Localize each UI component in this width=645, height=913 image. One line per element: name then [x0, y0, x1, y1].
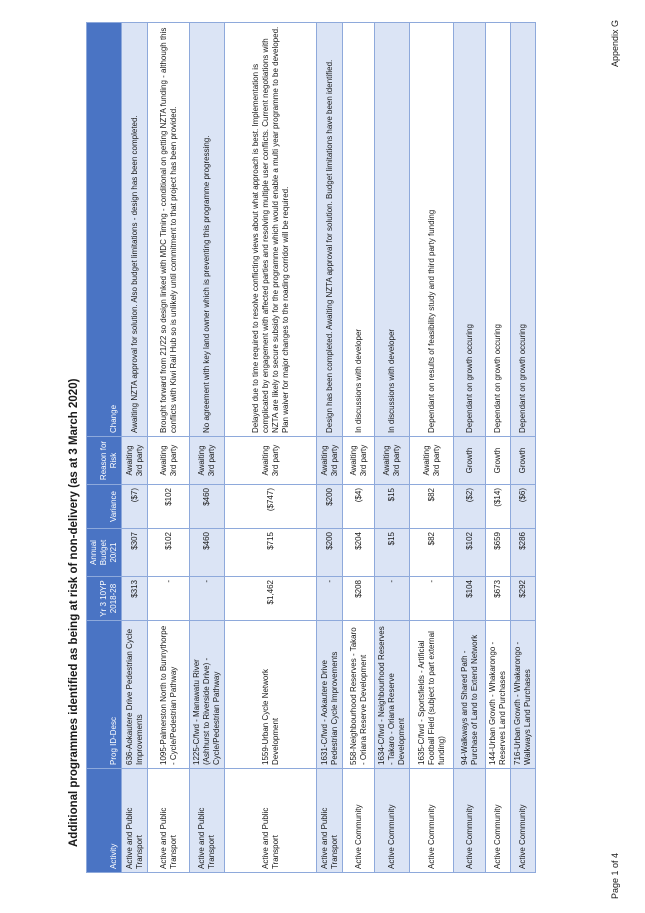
cell-variance: $15	[375, 485, 410, 529]
cell-annual: $102	[148, 529, 190, 577]
cell-reason: Awaiting 3rd party	[317, 437, 343, 485]
cell-change: Brought forward from 21/22 so design linked with MDC Timing - conditional on getting NZTA funding - although this conflicts with Kiwi Rail Hub so is unlikely until commitment to that project has been provided.	[148, 23, 190, 437]
header-reason: Reason for Risk	[87, 437, 122, 485]
cell-variance: ($6)	[511, 485, 536, 529]
cell-yr3: $1,462	[225, 577, 317, 621]
header-yr3: Yr 3 10YP 2018-28	[87, 577, 122, 621]
cell-variance: $82	[410, 485, 454, 529]
cell-change: Design has been completed. Awaiting NZTA approval for solution. Budget limitations have been identified.	[317, 23, 343, 437]
cell-yr3: $208	[343, 577, 375, 621]
cell-variance: ($747)	[225, 485, 317, 529]
cell-prog: 1095-Palmerston North to Bunnythorpe - Cycle/Pedestrian Pathway	[148, 621, 190, 769]
table-row	[122, 23, 148, 873]
cell-activity: Active and Public Transport	[190, 769, 225, 873]
cell-annual: $715	[225, 529, 317, 577]
table-row	[148, 23, 190, 873]
cell-annual: $659	[486, 529, 511, 577]
cell-reason: Awaiting 3rd party	[375, 437, 410, 485]
table-row	[375, 23, 410, 873]
header-annual: Annual Budget 20/21	[87, 529, 122, 577]
cell-yr3: $104	[454, 577, 486, 621]
cell-activity: Active and Public Transport	[148, 769, 190, 873]
cell-prog: 144-Urban Growth - Whakarongo - Reserves Land Purchases	[486, 621, 511, 769]
cell-reason: Growth	[454, 437, 486, 485]
cell-activity: Active Community	[343, 769, 375, 873]
cell-change: In discussions with developer	[375, 23, 410, 437]
cell-annual: $307	[122, 529, 148, 577]
cell-reason: Growth	[486, 437, 511, 485]
cell-change: Dependant on growth occuring	[454, 23, 486, 437]
cell-activity: Active and Public Transport	[317, 769, 343, 873]
cell-change: Awaiting NZTA approval for solution. Also budget limitations - design has been completed.	[122, 23, 148, 437]
cell-annual: $286	[511, 529, 536, 577]
cell-yr3: -	[148, 577, 190, 621]
cell-variance: $460	[190, 485, 225, 529]
header-prog: Prog ID-Desc	[87, 621, 122, 769]
cell-variance: ($7)	[122, 485, 148, 529]
cell-activity: Active Community	[410, 769, 454, 873]
cell-activity: Active Community	[454, 769, 486, 873]
cell-prog: 636-Aokautere Drive Pedestrian Cycle Improvements	[122, 621, 148, 769]
table-row	[225, 23, 317, 873]
cell-prog: 1225-C/fwd - Manawatu River (Ashhurst to Riverside Drive) - Cycle/Pedestrian Pathway	[190, 621, 225, 769]
header-variance: Variance	[87, 485, 122, 529]
page-title: Additional programmes identified as being at risk of non-delivery (as at 3 March 2020)	[68, 378, 80, 847]
cell-variance: $102	[148, 485, 190, 529]
cell-reason: Awaiting 3rd party	[410, 437, 454, 485]
cell-reason: Awaiting 3rd party	[122, 437, 148, 485]
cell-yr3: $292	[511, 577, 536, 621]
cell-activity: Active Community	[486, 769, 511, 873]
cell-yr3: $673	[486, 577, 511, 621]
cell-change: Dependant on results of feasibility study and third party funding	[410, 23, 454, 437]
page-number: Page 1 of 4	[610, 852, 620, 899]
cell-reason: Awaiting 3rd party	[343, 437, 375, 485]
cell-variance: ($4)	[343, 485, 375, 529]
cell-variance: ($14)	[486, 485, 511, 529]
cell-change: Delayed due to time required to resolve conflicting views about what approach is best. Implementation is complicated by engagement with affected parties and resolving multiple user conflicts. Current negotiations with NZTA are likely to secure subsidy for the programme which would enable a multi year programme to be developed. Plan waiver for major changes to the roading corridor will be required.	[225, 23, 317, 437]
cell-activity: Active and Public Transport	[122, 769, 148, 873]
programmes-table	[86, 22, 536, 873]
table-row	[454, 23, 486, 873]
cell-annual: $200	[317, 529, 343, 577]
cell-yr3: -	[317, 577, 343, 621]
cell-activity: Active Community	[375, 769, 410, 873]
cell-annual: $102	[454, 529, 486, 577]
cell-prog: 558-Neighbourhood Reserves - Takaro - Oriana Reserve Development	[343, 621, 375, 769]
table-row	[410, 23, 454, 873]
cell-reason: Growth	[511, 437, 536, 485]
cell-annual: $82	[410, 529, 454, 577]
cell-variance: $200	[317, 485, 343, 529]
cell-annual: $460	[190, 529, 225, 577]
table-row	[343, 23, 375, 873]
cell-yr3: $313	[122, 577, 148, 621]
cell-reason: Awaiting 3rd party	[148, 437, 190, 485]
cell-activity: Active and Public Transport	[225, 769, 317, 873]
cell-reason: Awaiting 3rd party	[190, 437, 225, 485]
cell-change: In discussions with developer	[343, 23, 375, 437]
cell-activity: Active Community	[511, 769, 536, 873]
cell-prog: 1635-C/fwd - Sportsfields - Artificial Football Field (subject to part external funding)	[410, 621, 454, 769]
cell-prog: 1634-C/fwd - Neighbourhood Reserves - Takaro - Oriana Reserve Development	[375, 621, 410, 769]
cell-prog: 1631-C/fwd - Aokautere Drive Pedestrian Cycle Improvements	[317, 621, 343, 769]
table-row	[317, 23, 343, 873]
cell-reason: Awaiting 3rd party	[225, 437, 317, 485]
cell-prog: 1559-Urban Cycle Network Development	[225, 621, 317, 769]
table-row	[486, 23, 511, 873]
appendix-label: Appendix G	[610, 20, 620, 68]
header-change: Change	[87, 23, 122, 437]
cell-annual: $15	[375, 529, 410, 577]
cell-yr3: -	[190, 577, 225, 621]
header-activity: Activity	[87, 769, 122, 873]
cell-variance: ($2)	[454, 485, 486, 529]
table-header-row	[87, 23, 122, 873]
cell-yr3: -	[375, 577, 410, 621]
cell-yr3: -	[410, 577, 454, 621]
cell-prog: 716-Urban Growth - Whakarongo - Walkways Land Purchases	[511, 621, 536, 769]
cell-change: Dependant on growth occuring	[511, 23, 536, 437]
cell-change: Dependant on growth occuring	[486, 23, 511, 437]
cell-annual: $204	[343, 529, 375, 577]
table-row	[511, 23, 536, 873]
cell-change: No agreement with key land owner which is preventing this programme progressing.	[190, 23, 225, 437]
cell-prog: 94-Walkways and Shared Path - Purchase of Land to Extend Network	[454, 621, 486, 769]
table-row	[190, 23, 225, 873]
